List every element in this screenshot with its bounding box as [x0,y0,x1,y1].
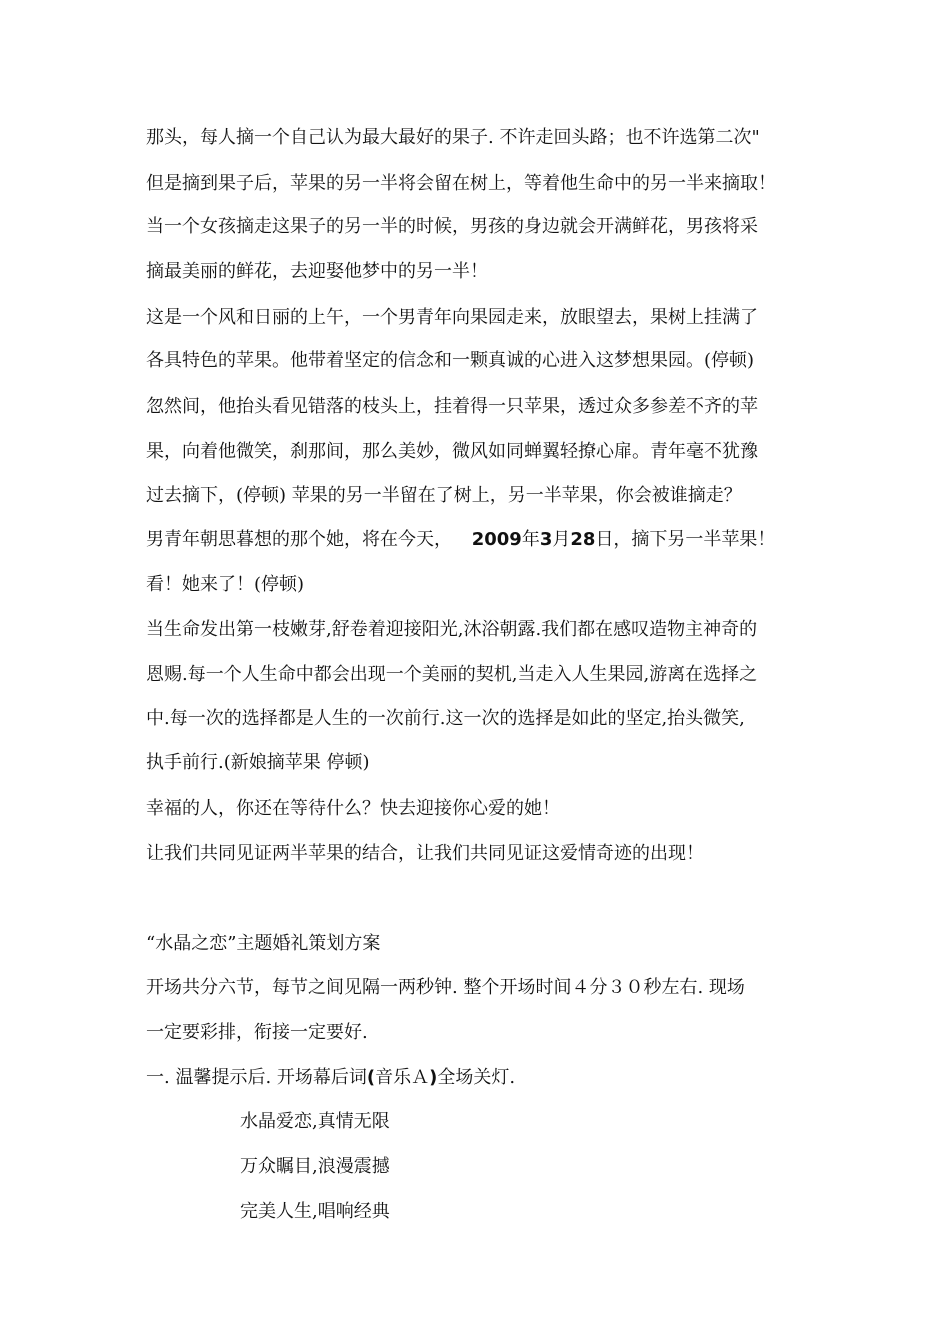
narration-line-1: 当生命发出第一枝嫩芽,舒卷着迎接阳光,沐浴朝露.我们都在感叹造物主神奇的 [146,619,758,640]
verse-line-3: 完美人生,唱响经典 [240,1201,390,1222]
section-one-close-paren: ) [429,1067,438,1088]
narration-line-2: 恩赐.每一个人生命中都会出现一个美丽的契机,当走入人生果园,游离在选择之 [146,664,758,685]
story-line-6: 各具特色的苹果。他带着坚定的信念和一颗真诚的心进入这梦想果园。(停顿) [146,350,755,371]
section-one-suffix: 全场关灯. [437,1067,516,1088]
plan-title: “水晶之恋”主题婚礼策划方案 [146,933,381,954]
date-year: 2009 [471,529,522,550]
narration-line-5: 幸福的人，你还在等待什么？快去迎接你心爱的她！ [146,798,560,819]
verse-line-1: 水晶爱恋,真情无限 [240,1111,390,1132]
story-line-7: 忽然间，他抬头看见错落的枝头上，挂着得一只苹果，透过众多参差不齐的苹 [146,396,758,417]
story-line-8: 果，向着他微笑，刹那间，那么美妙，微风如同蝉翼轻撩心扉。青年毫不犹豫 [146,441,758,462]
plan-intro-line-1: 开场共分六节，每节之间见隔一两秒钟. 整个开场时间４分３０秒左右. 现场 [146,977,745,998]
date-month-unit: 月 [552,529,571,550]
date-line-suffix: 日，摘下另一半苹果！ [595,529,776,550]
story-line-9: 过去摘下，(停顿) 苹果的另一半留在了树上，另一半苹果，你会被谁摘走？ [146,485,742,506]
section-one-open-paren: ( [366,1067,376,1088]
date-day: 28 [570,529,596,550]
plan-intro-line-2: 一定要彩排，衔接一定要好. [146,1022,368,1043]
story-line-1: 那头，每人摘一个自己认为最大最好的果子. 不许走回头路；也不许选第二次" [146,127,760,148]
story-line-4: 摘最美丽的鲜花，去迎娶他梦中的另一半！ [146,261,488,282]
date-month: 3 [539,529,553,550]
story-line-3: 当一个女孩摘走这果子的另一半的时候，男孩的身边就会开满鲜花，男孩将采 [146,216,758,237]
narration-line-3: 中.每一次的选择都是人生的一次前行.这一次的选择是如此的坚定,抬头微笑, [146,708,745,729]
section-one-heading [146,1066,515,1090]
look-line: 看！她来了！(停顿) [146,574,305,595]
verse-line-2: 万众瞩目,浪漫震撼 [240,1156,390,1177]
story-line-2: 但是摘到果子后，苹果的另一半将会留在树上，等着他生命中的另一半来摘取！ [146,173,776,194]
section-one-music: 音乐Ａ [375,1067,430,1088]
section-one-prefix: 一. 温馨提示后. 开场幕后词 [146,1067,367,1088]
story-line-5: 这是一个风和日丽的上午，一个男青年向果园走来，放眼望去，果树上挂满了 [146,307,758,328]
narration-line-4: 执手前行.(新娘摘苹果 停顿) [146,752,370,773]
date-line-prefix: 男青年朝思暮想的那个她，将在今天， [146,529,452,550]
date-year-unit: 年 [521,529,540,550]
narration-line-6: 让我们共同见证两半苹果的结合，让我们共同见证这爱情奇迹的出现！ [146,843,704,864]
date-line [146,528,775,552]
